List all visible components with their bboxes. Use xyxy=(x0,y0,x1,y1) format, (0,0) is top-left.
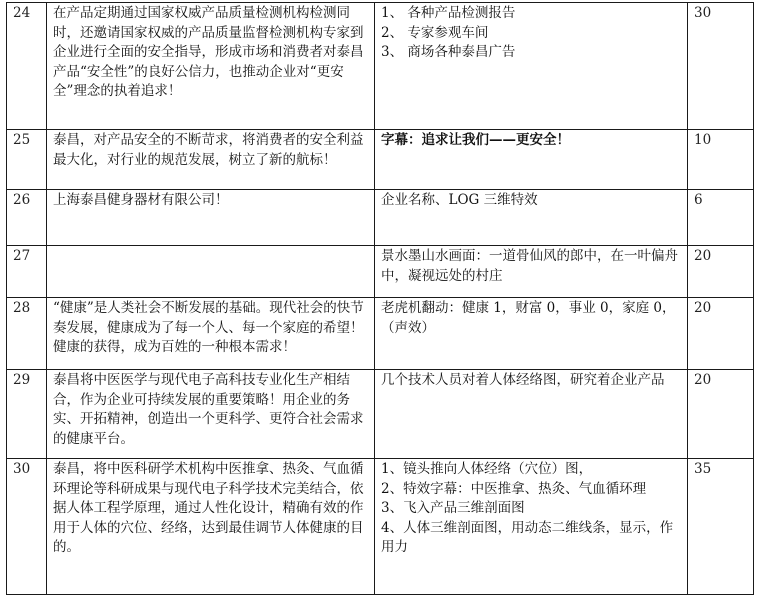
narration-cell: 在产品定期通过国家权威产品质量检测机构检测同时，还邀请国家权威的产品质量监督检测机构专家到企业进行全面的安全指导，形成市场和消费者对泰昌产品“安全性”的良好公信力，也推动企业对“更安全”理念的执着追求！ xyxy=(47,3,375,130)
visual-description-cell xyxy=(375,246,688,298)
table-row xyxy=(7,459,754,595)
visual-description-cell xyxy=(375,370,688,459)
narration-cell xyxy=(47,246,375,298)
table-row xyxy=(7,298,754,370)
shot-number-cell: 26 xyxy=(7,190,47,246)
visual-line: 企业名称、LOG 三维特效 xyxy=(381,192,538,208)
visual-description-cell xyxy=(375,3,688,130)
visual-description-cell xyxy=(375,298,688,370)
duration-cell: 20 xyxy=(688,370,754,459)
shot-number-cell: 30 xyxy=(7,459,47,595)
visual-line: 3、飞入产品三维剖面图 xyxy=(381,500,525,516)
duration-cell: 20 xyxy=(688,298,754,370)
table-row xyxy=(7,190,754,246)
narration-cell: 泰昌，对产品安全的不断苛求，将消费者的安全利益最大化，对行业的规范发展，树立了新的航标！ xyxy=(47,130,375,190)
visual-line: 几个技术人员对着人体经络图，研究着企业产品 xyxy=(381,372,665,388)
duration-cell: 10 xyxy=(688,130,754,190)
visual-line: 老虎机翻动：健康 1，财富 0，事业 0，家庭 0，（声效） xyxy=(381,300,676,336)
visual-line: 1、 各种产品检测报告 xyxy=(381,5,516,21)
narration-cell: “健康”是人类社会不断发展的基础。现代社会的快节奏发展，健康成为了每一个人、每一个家庭的希望！健康的获得，成为百姓的一种根本需求！ xyxy=(47,298,375,370)
visual-line: 景水墨山水画面：一道骨仙风的郎中，在一叶偏舟中，凝视远处的村庄 xyxy=(381,248,678,284)
visual-description-cell xyxy=(375,190,688,246)
table-row xyxy=(7,130,754,190)
shot-number-cell: 28 xyxy=(7,298,47,370)
script-table-body xyxy=(7,3,754,595)
narration-cell: 上海泰昌健身器材有限公司！ xyxy=(47,190,375,246)
narration-cell: 泰昌，将中医科研学术机构中医推拿、热灸、气血循环理论等科研成果与现代电子科学技术完美结合，依据人体工程学原理，通过人性化设计，精确有效的作用于人体的穴位、经络，达到最佳调节人体健康的目的。 xyxy=(47,459,375,595)
table-row xyxy=(7,246,754,298)
shot-number-cell: 29 xyxy=(7,370,47,459)
visual-description-cell xyxy=(375,130,688,190)
visual-line: 2、特效字幕：中医推拿、热灸、气血循环理 xyxy=(381,480,647,497)
duration-cell: 6 xyxy=(688,190,754,246)
duration-cell: 20 xyxy=(688,246,754,298)
script-table xyxy=(6,2,754,595)
shot-number-cell: 27 xyxy=(7,246,47,298)
visual-line: 4、人体三维剖面图，用动态二维线条，显示，作用力 xyxy=(381,519,674,555)
shot-number-cell: 24 xyxy=(7,3,47,130)
shot-number-cell: 25 xyxy=(7,130,47,190)
duration-cell: 35 xyxy=(688,459,754,595)
visual-line: 字幕：追求让我们——更安全！ xyxy=(381,132,570,148)
narration-cell: 泰昌将中医医学与现代电子高科技专业化生产相结合，作为企业可持续发展的重要策略！用企业的务实、开拓精神，创造出一个更科学、更符合社会需求的健康平台。 xyxy=(47,370,375,459)
table-row xyxy=(7,370,754,459)
table-row xyxy=(7,3,754,130)
duration-cell: 30 xyxy=(688,3,754,130)
visual-line: 3、 商场各种泰昌广告 xyxy=(381,44,516,60)
visual-line: 2、 专家参观车间 xyxy=(381,24,489,41)
visual-description-cell xyxy=(375,459,688,595)
visual-line: 1、镜头推向人体经络（穴位）图， xyxy=(381,461,593,477)
